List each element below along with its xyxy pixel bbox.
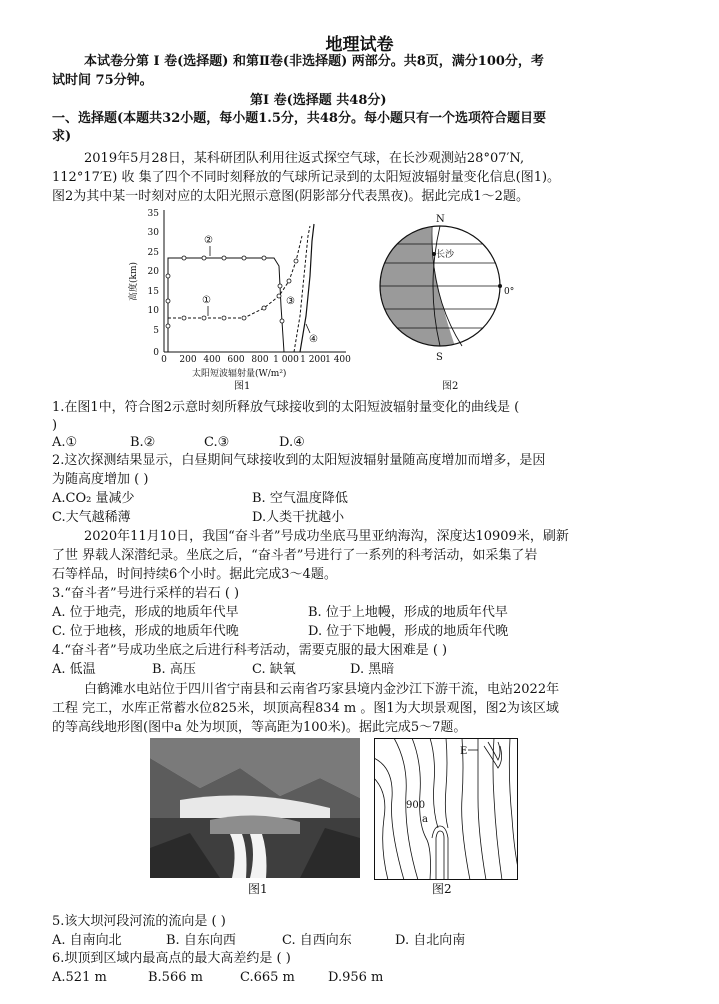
curve-3 [294,226,310,352]
q1-option-c[interactable]: C.③ [204,435,230,450]
equator-label: 0° [504,287,515,297]
x-tick-label: 0 [161,355,167,365]
q3-option-b[interactable]: B. 位于上地幔，形成的地质年代早 [308,605,508,620]
y-tick-label: 5 [153,326,159,336]
figure-4-caption: 图2 [432,882,452,896]
section-heading-line-2: 求) [52,129,72,144]
contour-map [374,738,518,880]
q3-option-a[interactable]: A. 位于地壳，形成的地质年代早 [52,605,239,620]
q2-option-b[interactable]: B. 空气温度降低 [252,491,348,506]
exam-title: 地理试卷 [325,35,394,55]
y-axis-label: 高度(km) [129,261,139,301]
q4-option-c[interactable]: C. 缺氧 [252,662,296,677]
q5-stem: 5.该大坝河段河流的流向是 ( ) [52,914,226,929]
y-tick-label: 25 [147,248,159,258]
q6-option-c[interactable]: C.665 m [240,970,295,985]
y-tick-label: 0 [153,348,159,358]
q6-stem: 6.坝顶到区域内最高点的最大高差约是 ( ) [52,951,291,966]
x-tick-label: 1 200 [300,355,326,365]
label-900: 900 [406,800,426,811]
q3-option-c[interactable]: C. 位于地核，形成的地质年代晚 [52,624,239,639]
curve-2 [168,258,284,352]
figure-2-caption: 图2 [442,381,459,392]
curve-label-2: ② [204,235,213,246]
section-heading-line-1: 一、选择题(本题共32小题，每小题1.5分，共48分。每小题只有一个选项符合题目要 [52,111,546,126]
q4-option-d[interactable]: D. 黑暗 [350,662,395,677]
north-label: N [436,214,445,225]
q1-option-a[interactable]: A.① [52,435,78,450]
south-label: S [436,352,443,363]
q3-option-d[interactable]: D. 位于下地幔，形成的地质年代晚 [308,624,509,639]
x-tick-label: 1 400 [325,355,351,365]
passage3-line-2: 工程 完工，水库正常蓄水位825米，坝顶高程834 m 。图1为大坝景观图，图2为该区域 [52,701,559,716]
part-title: 第Ⅰ 卷(选择题 共48分) [250,93,387,108]
label-e: E [460,746,468,757]
passage2-line-3: 石等样品，时间持续6个小时。据此完成3～4题。 [52,567,337,582]
q2-stem-line-1: 2.这次探测结果显示，白昼期间气球接收到的太阳短波辐射量随高度增加而增多，是因 [52,453,546,468]
q6-option-a[interactable]: A.521 m [52,970,107,985]
y-tick-label: 10 [147,306,159,316]
q6-option-b[interactable]: B.566 m [148,970,203,985]
q2-option-a[interactable]: A.CO₂ 量减少 [52,491,135,506]
curve-1 [168,236,302,318]
q1-stem-line-1: 1.在图1中，符合图2示意时刻所释放气球接收到的太阳短波辐射量变化的曲线是 ( [52,400,520,415]
q5-option-c[interactable]: C. 自西向东 [282,933,352,948]
figure-1-caption: 图1 [234,381,251,392]
dam-photo [150,738,360,878]
q4-option-b[interactable]: B. 高压 [152,662,196,677]
curve-label-3: ③ [286,296,295,307]
y-tick-label: 35 [147,209,159,219]
figure-1-radiation-chart [124,206,360,392]
q1-option-d[interactable]: D.④ [279,435,305,450]
q1-stem-line-2: ) [52,418,58,433]
x-tick-label: 400 [203,355,221,365]
curve-label-1: ① [202,295,211,306]
intro-line-1: 本试卷分第 Ⅰ 卷(选择题) 和第Ⅱ卷(非选择题) 两部分。共8页，满分100分，考 [84,54,544,69]
passage3-line-1: 白鹤滩水电站位于四川省宁南县和云南省巧家县境内金沙江下游干流，电站2022年 [84,682,560,697]
y-tick-label: 30 [147,228,159,238]
y-tick-label: 15 [147,287,159,297]
q6-option-d[interactable]: D.956 m [328,970,384,985]
intro-line-2: 试时间 75分钟。 [52,73,153,88]
q4-option-a[interactable]: A. 低温 [52,662,96,677]
x-tick-label: 1 000 [273,355,299,365]
x-tick-label: 800 [251,355,269,365]
q1-option-b[interactable]: B.② [130,435,156,450]
x-tick-label: 200 [179,355,197,365]
city-label: 长沙 [436,250,455,260]
equator-point [498,284,502,288]
q3-stem: 3.“奋斗者”号进行采样的岩石 ( ) [52,586,240,601]
q2-option-d[interactable]: D.人类干扰越小 [252,510,345,525]
curve-4 [300,224,314,352]
passage2-line-2: 了世 界载人深潜纪录。坐底之后，“奋斗者”号进行了一系列的科考活动，如采集了岩 [52,548,538,563]
q5-option-a[interactable]: A. 自南向北 [52,933,122,948]
x-axis-label: 太阳短波辐射量(W/m²) [192,369,287,379]
q5-option-d[interactable]: D. 自北向南 [395,933,466,948]
passage1-line-3: 图2为其中某一时刻对应的太阳光照示意图(阴影部分代表黑夜)。据此完成1～2题。 [52,189,529,204]
q5-option-b[interactable]: B. 自东向西 [166,933,236,948]
passage3-line-3: 的等高线地形图(图中a 处为坝顶，等高距为100米)。据此完成5～7题。 [52,720,467,735]
q4-stem: 4.“奋斗者”号成功坐底之后进行科考活动，需要克服的最大困难是 ( ) [52,643,448,658]
figure-3-caption: 图1 [248,882,268,896]
x-tick-label: 600 [227,355,245,365]
curve-label-4: ④ [309,334,318,345]
passage1-line-2: 112°17′E) 收 集了四个不同时刻释放的气球所记录到的太阳短波辐射量变化信息(图1)。 [52,170,561,185]
q2-stem-line-2: 为随高度增加 ( ) [52,472,149,487]
y-tick-label: 20 [147,267,159,277]
figure-2-illumination-globe [370,206,530,392]
q2-option-c[interactable]: C.大气越稀薄 [52,510,131,525]
passage2-line-1: 2020年11月10日，我国“奋斗者”号成功坐底马里亚纳海沟，深度达10909米，刷新 [84,529,569,544]
label-a: a [422,814,428,825]
passage1-line-1: 2019年5月28日，某科研团队利用往返式探空气球，在长沙观测站28°07′N, [84,151,525,166]
